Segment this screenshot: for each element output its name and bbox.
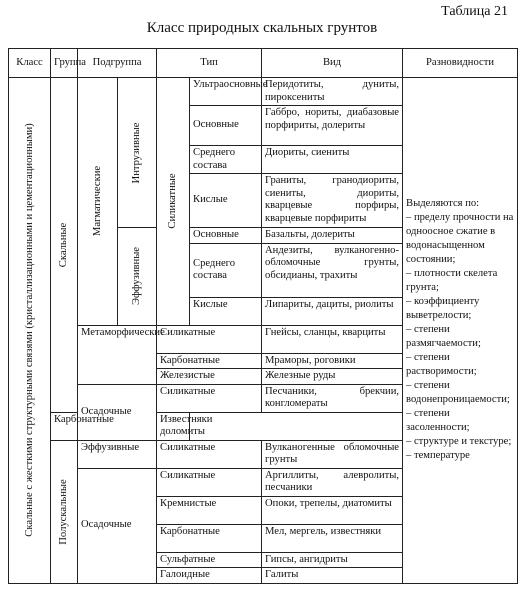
header-kind: Вид [262, 49, 403, 78]
type-cell: Силикатные [157, 384, 262, 412]
kind-cell: Перидотиты, дуниты, пироксениты [262, 78, 403, 106]
kind-cell: Гнейсы, сланцы, кварциты [262, 325, 403, 353]
type-cell: Железистые [157, 369, 262, 385]
varieties-line: – структуре и текстуре; [406, 436, 512, 448]
type-silicate-label: Силикатные [166, 173, 178, 229]
subgroup-sedimentary-cell: Осадочные [78, 384, 157, 440]
varieties-line: – пределу прочности на одноосное сжатие в водонасыщенном состоянии; [406, 212, 514, 266]
type-cell: Среднего состава [190, 146, 262, 174]
varieties-line: – степени размягчаемости; [406, 324, 481, 350]
type-cell: Силикатные [157, 440, 262, 468]
subgroup-intrusive-label: Интрузивные [130, 122, 142, 183]
kind-cell: Вулканогенные обломочные грунты [262, 440, 403, 468]
type-cell: Кислые [190, 174, 262, 228]
varieties-line: – степени растворимости; [406, 352, 477, 378]
header-type: Тип [157, 49, 262, 78]
class-cell [9, 78, 51, 584]
varieties-cell [403, 78, 518, 584]
type-cell: Основные [190, 228, 262, 244]
kind-cell: Известняки доломиты [157, 412, 190, 440]
type-cell: Силикатные [157, 468, 262, 496]
varieties-line: – степени засоленности; [406, 408, 470, 434]
header-subgroup: Подгруппа [78, 49, 157, 78]
type-cell: Среднего состава [190, 243, 262, 297]
kind-cell: Липариты, дациты, риолиты [262, 297, 403, 325]
kind-cell: Опоки, трепелы, диатомиты [262, 496, 403, 524]
subgroup-sedimentary-semi-cell: Осадочные [78, 468, 157, 583]
kind-cell: Галиты [262, 568, 403, 584]
kind-cell: Габбро, нориты, диабазовые порфириты, долериты [262, 106, 403, 146]
header-row [9, 49, 518, 78]
group-semi-rocky-cell [51, 440, 78, 583]
kind-cell: Мел, мергель, известняки [262, 524, 403, 552]
kind-cell: Железные руды [262, 369, 403, 385]
type-cell: Кислые [190, 297, 262, 325]
type-cell: Силикатные [157, 325, 262, 353]
varieties-line: – коэффициенту выветрелости; [406, 296, 480, 322]
table-title: Класс природных скальных грунтов [146, 20, 378, 36]
type-silicate-cell [157, 78, 190, 326]
type-cell: Карбонатные [157, 353, 262, 369]
type-cell: Карбонатные [51, 412, 118, 440]
varieties-line: – степени водонепроницаемости; [406, 380, 510, 406]
table-row [9, 78, 518, 106]
subgroup-magmatic-cell [78, 78, 118, 326]
kind-cell: Базальты, долериты [262, 228, 403, 244]
kind-cell: Граниты, гранодиориты, сиениты, диориты, кварцевые порфиры, кварцевые порфириты [262, 174, 403, 228]
kind-cell: Гипсы, ангидриты [262, 552, 403, 568]
subgroup-effusive-label: Эффузивные [130, 247, 142, 306]
rock-classification-table [8, 48, 518, 584]
subgroup-effusive-semi-cell: Эффузивные [78, 440, 157, 468]
kind-cell: Мраморы, роговики [262, 353, 403, 369]
type-cell: Сульфатные [157, 552, 262, 568]
header-group: Группа [51, 49, 78, 78]
type-cell: Галоидные [157, 568, 262, 584]
kind-cell: Андезиты, вулканогенно-обломочные грунты, обсидианы, трахиты [262, 243, 403, 297]
group-rocky-label: Скальные [57, 222, 69, 267]
kind-cell: Диориты, сиениты [262, 146, 403, 174]
kind-cell: Аргиллиты, алевролиты, песчаники [262, 468, 403, 496]
varieties-line: – плотности скелета грунта; [406, 268, 498, 294]
subgroup-effusive-cell [118, 228, 157, 326]
header-class: Класс [9, 49, 51, 78]
subgroup-intrusive-cell [118, 78, 157, 228]
type-cell: Основные [190, 106, 262, 146]
varieties-line: – температуре [406, 450, 470, 462]
header-varieties: Разновидности [403, 49, 518, 78]
group-rocky-cell [51, 78, 78, 413]
subgroup-magmatic-label: Магматические [91, 166, 103, 237]
class-label: Скальные с жесткими структурными связями (кристаллизационными и цементационными) [23, 123, 35, 537]
varieties-line: Выделяются по: [406, 198, 480, 210]
type-cell: Кремнистые [157, 496, 262, 524]
table-number: Таблица 21 [441, 4, 508, 19]
kind-cell: Песчаники, брекчии, конгломераты [262, 384, 403, 412]
type-cell: Ультраосновные [190, 78, 262, 106]
type-cell: Карбонатные [157, 524, 262, 552]
group-semi-rocky-label: Полускальные [57, 478, 69, 545]
subgroup-metamorphic-cell: Метаморфические [78, 325, 157, 384]
